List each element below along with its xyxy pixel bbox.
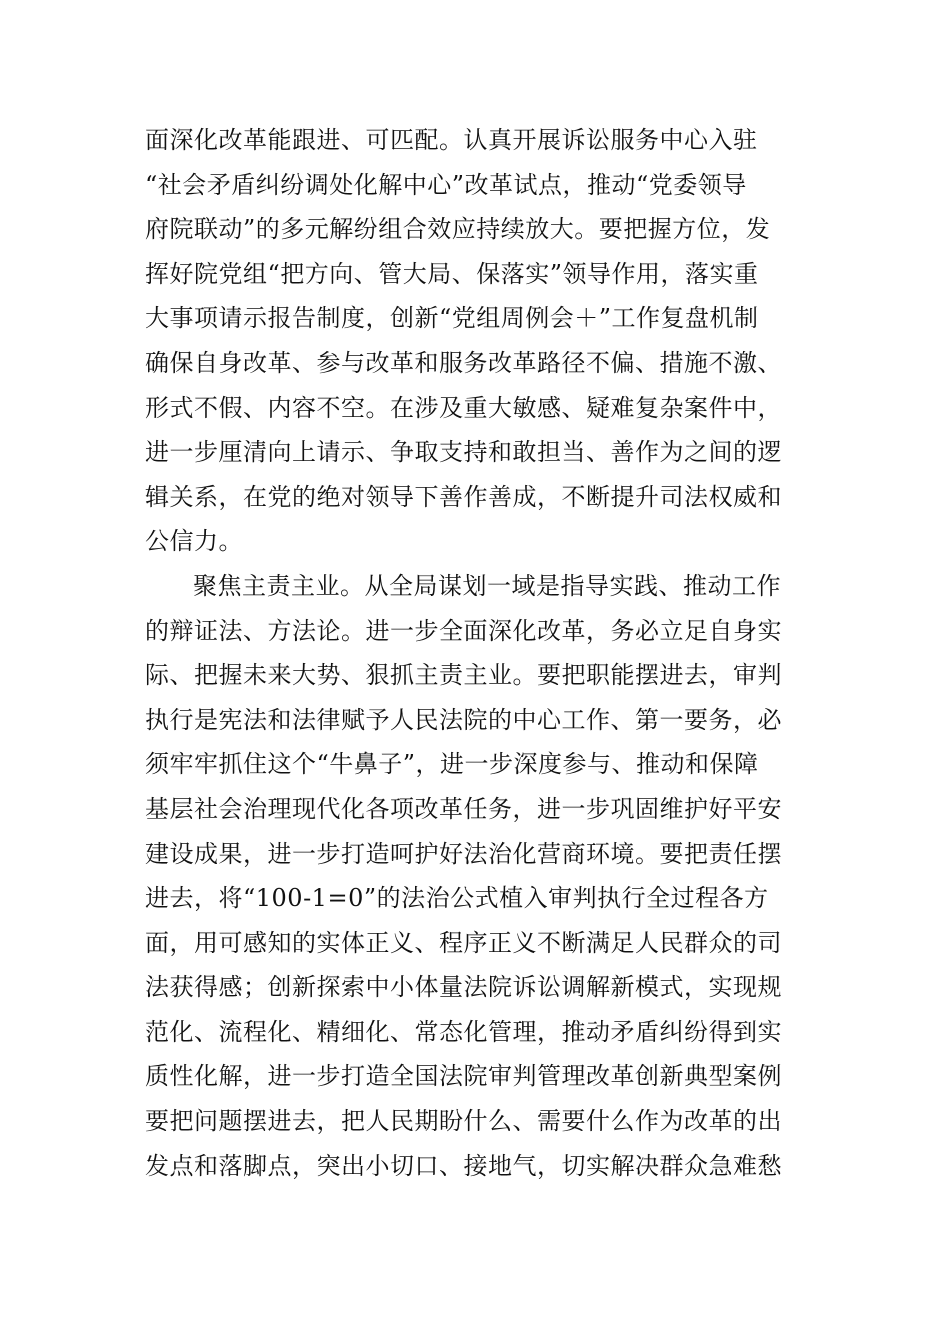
text-line: 形式不假、内容不空。在涉及重大敏感、疑难复杂案件中， xyxy=(145,393,782,422)
text-line: 建设成果，进一步打造呵护好法治化营商环境。要把责任摆 xyxy=(145,839,782,868)
text-line: 要把问题摆进去，把人民期盼什么、需要什么作为改革的出 xyxy=(145,1107,782,1136)
text-line: 挥好院党组“把方向、管大局、保落实”领导作用，落实重 xyxy=(145,259,759,288)
text-line: 基层社会治理现代化各项改革任务，进一步巩固维护好平安 xyxy=(145,794,782,823)
paragraph-1 xyxy=(145,118,815,564)
text-line: 进去，将“100-1=0”的法治公式植入审判执行全过程各方 xyxy=(145,884,769,913)
text-line: 面深化改革能跟进、可匹配。认真开展诉讼服务中心入驻 xyxy=(145,126,758,154)
text-line: 辑关系，在党的绝对领导下善作善成，不断提升司法权威和 xyxy=(145,482,782,511)
text-line: 须牢牢抓住这个“牛鼻子”，进一步深度参与、推动和保障 xyxy=(145,750,759,779)
text-line: 质性化解，进一步打造全国法院审判管理改革创新典型案例 xyxy=(145,1062,782,1091)
text-line: 进一步厘清向上请示、争取支持和敢担当、善作为之间的逻 xyxy=(145,438,782,467)
paragraph-2 xyxy=(145,564,815,1188)
text-line: 范化、流程化、精细化、常态化管理，推动矛盾纠纷得到实 xyxy=(145,1017,782,1046)
text-line: 聚焦主责主业。从全局谋划一域是指导实践、推动工作 xyxy=(193,571,781,600)
text-line: 的辩证法、方法论。进一步全面深化改革，务必立足自身实 xyxy=(145,616,782,645)
text-line: “社会矛盾纠纷调处化解中心”改革试点，推动“党委领导 xyxy=(145,170,747,199)
text-line: 面，用可感知的实体正义、程序正义不断满足人民群众的司 xyxy=(145,928,782,957)
text-line: 公信力。 xyxy=(145,527,243,556)
text-line: 执行是宪法和法律赋予人民法院的中心工作、第一要务，必 xyxy=(145,705,782,734)
body-text xyxy=(145,118,815,1188)
text-line: 发点和落脚点，突出小切口、接地气，切实解决群众急难愁 xyxy=(145,1151,782,1180)
text-line: 确保自身改革、参与改革和服务改革路径不偏、措施不激、 xyxy=(145,348,782,377)
text-line: 府院联动”的多元解纷组合效应持续放大。要把握方位，发 xyxy=(145,215,771,244)
text-line: 际、把握未来大势、狠抓主责主业。要把职能摆进去，审判 xyxy=(145,661,782,690)
text-line: 法获得感；创新探索中小体量法院诉讼调解新模式，实现规 xyxy=(145,973,782,1002)
text-line: 大事项请示报告制度，创新“党组周例会＋”工作复盘机制 xyxy=(145,304,759,333)
